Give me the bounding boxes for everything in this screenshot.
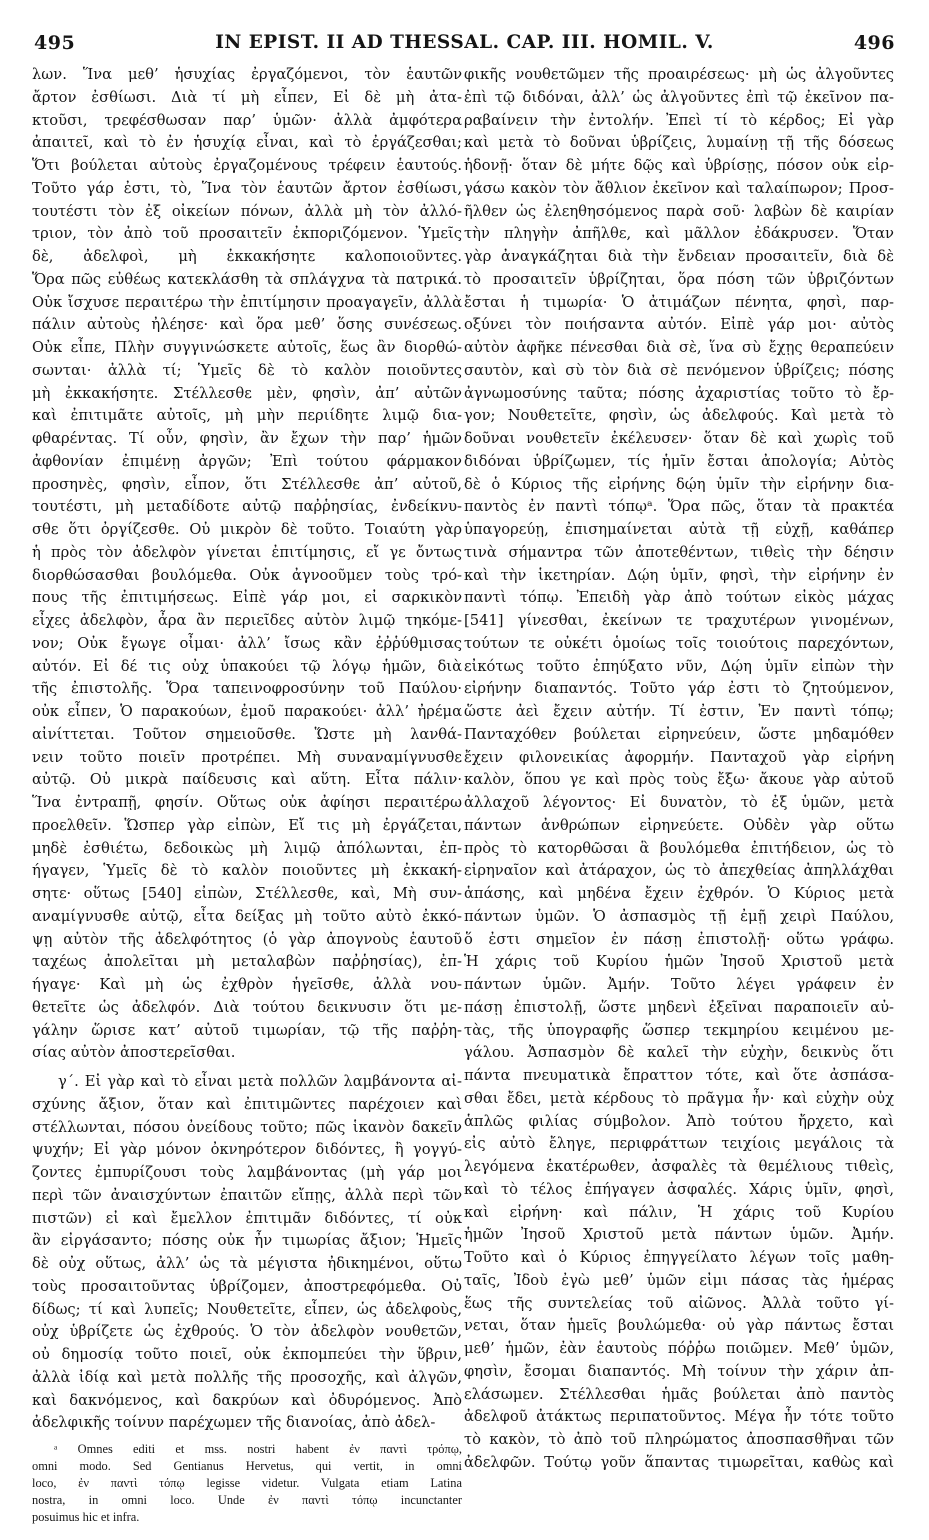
text-line: γὰρ ἀναγκάζηται διὰ τὴν ἔνδειαν προσαιτεῖν, διὰ δὲ: [464, 248, 894, 265]
text-line: [541] γίνεσθαι, ἐκείνων τε τραχυτέρων γινομένων,: [464, 612, 894, 629]
text-line: ψῃ αὐτὸν τῆς ἀδελφότητος (ὁ γὰρ ἀπογνοὺς ἑαυτοῦ: [32, 930, 462, 948]
text-line: ἄρτον ἐσθίωσι. Διὰ τί μὴ εἶπεν, Εἰ δὲ μὴ ἀτα-: [32, 88, 462, 106]
right-column: [464, 64, 894, 1475]
text-line: καὶ ἐπιτιμᾶτε αὐτοῖς, μὴ μὴν περιίδητε λιμῷ δια-: [32, 407, 462, 425]
left-column: [32, 64, 462, 1526]
text-line: οὐκ εἶπεν, Ὁ παρακούων, ἐμοῦ παρακούει· ἀλλ’ ἠρέμα: [32, 703, 462, 720]
text-line: ῆλθεν ὡς ἐλεηθησόμενος παρὰ σοῦ· λαβὼν δὲ καιρίαν: [464, 202, 894, 220]
text-line: αὐτὸν ἀφῆκε πένεσθαι διὰ σὲ, ἵνα σὺ ἔχῃς θεραπεύειν: [464, 339, 894, 356]
text-line: μεθ’ ἡμῶν, ἐὰν ἑαυτοὺς πόῤῥω ποιῶμεν. Μεθ’ ὑμῶν,: [464, 1340, 894, 1357]
text-line: ταῖς, Ἰδοὺ ἐγὼ μεθ’ ὑμῶν εἰμι πάσας τὰς ἡμέρας: [464, 1271, 894, 1289]
text-line: παντὸς ἐν παντὶ τόπῳᵃ. Ὅρα πῶς, ὅταν τὰ πρακτέα: [464, 498, 894, 516]
footnote-line: loco, ἐν παντὶ τόπῳ legisse videtur. Vulgata etiam Latina: [32, 1476, 462, 1490]
text-line: εἶχες ἀδελφὸν, ἆρα ἂν περιεῖδες αὐτὸν λιμῷ τηκόμε-: [32, 612, 462, 629]
page-number-right: 496: [853, 32, 895, 54]
text-line: Ἵνα ἐντραπῇ, φησίν. Οὕτως οὐκ ἀφίησι περαιτέρω: [32, 794, 462, 811]
text-line: ἡ πρὸς τὸν ἀδελφὸν γίνεται ἐπιτίμησις, εἴ γε ὄντως: [32, 543, 462, 561]
text-line: σωνται· ἀλλὰ τί; Ὑμεῖς δὲ τὸ καλὸν ποιοῦντες: [32, 361, 462, 379]
text-line: δοῦναι νουθετεῖν ἐκέλευσεν· ὅταν δὲ καὶ χωρὶς τοῦ: [464, 430, 894, 447]
text-line: γον; Νουθετεῖτε, φησὶν, ὡς ἀδελφούς. Καὶ μετὰ τὸ: [464, 407, 894, 425]
text-line: καὶ μετὰ τὸ δοῦναι ὑβρίζεις, λυμαίνῃ τῇ τῆς δόσεως: [464, 134, 894, 152]
text-line: τοὺς προσαιτοῦντας ὑβρίζομεν, ἀποστρεφόμεθα. Οὐ: [32, 1277, 462, 1295]
text-line: πάλιν αὐτοὺς ἠλέησε· καὶ ὅρα μεθ’ ὅσης συνέσεως.: [32, 316, 462, 334]
text-line: σητε· οὕτως [540] εἰπὼν, Στέλλεσθε, καὶ, Μὴ συν-: [32, 885, 462, 902]
text-line: φησὶν, ἔσομαι διαπαντός. Μὴ τοίνυν τὴν χάριν ἀπ-: [464, 1362, 894, 1380]
text-line: ὅ ἐστι σημεῖον ἐν πάσῃ ἐπιστολῇ· οὕτω γράφω.: [464, 930, 894, 948]
text-line: σχύνης ἄξιον, ὅταν καὶ ἐπιτιμῶντες παρέχοιεν καὶ: [32, 1095, 462, 1113]
text-line: ἡμῶν Ἰησοῦ Χριστοῦ μετὰ πάντων ὑμῶν. Ἀμήν.: [464, 1226, 894, 1244]
text-line: ταχέως ἀπολεῖται μὴ μεταλαβὼν παῤῥησίας), ἐπ-: [32, 953, 462, 971]
text-line: γάλου. Ἀσπασμὸν δὲ καλεῖ τὴν εὐχὴν, δεικνὺς ὅτι: [464, 1044, 894, 1062]
text-line: καλὸν, ὅπου γε καὶ πρὸς τοὺς ἔξω· ἄκουε γὰρ αὐτοῦ: [464, 771, 894, 789]
text-line: πους τῆς ἐπιτιμήσεως. Εἰπὲ γάρ μοι, εἰ σαρκικὸν: [32, 589, 462, 607]
text-line: ἐπὶ τῷ διδόναι, ἀλλ’ ὡς ἀλγοῦντες ἐπὶ τῷ ἐκεῖνον πα-: [464, 88, 894, 106]
footnote: [32, 1441, 462, 1526]
text-line: νειν τοῦτο ποιεῖν προτρέπει. Μὴ συναναμίγνυσθε: [32, 748, 462, 766]
text-line: τουτέστι τὸν ἐξ οἰκείων πόνων, ἀλλὰ μὴ τὸν ἀλλό-: [32, 202, 462, 220]
page-number-left: 495: [34, 32, 76, 54]
text-line: αὐτῷ. Οὐ μικρὰ παίδευσις καὶ αὕτη. Εἶτα πάλιν·: [32, 771, 462, 789]
text-line: διδόναι ὑβρίζωμεν, τίς ἡμῖν ἔσται ἀπολογία; Αὐτὸς: [464, 452, 894, 470]
text-line: οὐ δημοσίᾳ τοῦτο ποιεῖ, οὐκ ἐκπομπεύει τὴν ὕβριν,: [32, 1346, 462, 1363]
text-line: κτοῦσι, τρεφέσθωσαν παρ’ ὑμῶν· ἀλλὰ ἀμφότερα: [32, 111, 462, 129]
text-line: λεγόμενα ἑκατέρωθεν, ἀσφαλὲς τὰ θεμέλιους τιθεὶς,: [464, 1158, 894, 1175]
text-line: δὲ, ἀδελφοὶ, μὴ ἐκκακήσητε καλοποιοῦντες.: [32, 248, 462, 265]
text-line: ἁπάσης, καὶ μηδένα ἔχειν ἐχθρόν. Ὁ Κύριος μετὰ: [464, 885, 894, 902]
footnote-line: nostra, in omni loco. Unde ἐν παντὶ τόπῳ incunctanter: [32, 1493, 462, 1507]
text-line: καὶ δακνόμενος, καὶ δακρύων καὶ ὀδυρόμενος. Ἀπὸ: [32, 1391, 462, 1409]
text-line: Τοῦτο γάρ ἐστι, τὸ, Ἵνα τὸν ἑαυτῶν ἄρτον ἐσθίωσι,: [32, 179, 462, 197]
text-line: Τοῦτο καὶ ὁ Κύριος ἐπηγγείλατο λέγων τοῖς μαθη-: [464, 1249, 894, 1266]
text-line: ελάσωμεν. Στέλλεσθαι ἡμᾶς βούλεται ἀπὸ παντὸς: [464, 1385, 894, 1403]
text-line: μηδὲ ἐσθιέτω, δεδοικὼς μὴ λιμῷ ἀπόλωνται, ἐπ-: [32, 839, 462, 857]
text-line: ἀπαιτεῖ, καὶ τὸ ἐν ἡσυχίᾳ εἶναι, καὶ τὸ ἐργάζεσθαι;: [32, 134, 462, 152]
text-line: ἀλλὰ ἰδίᾳ καὶ μετὰ πολλῆς τῆς προσοχῆς, καὶ ἀλγῶν,: [32, 1368, 462, 1386]
text-line: ήγαγε· Καὶ μὴ ὡς ἐχθρὸν ἡγεῖσθε, ἀλλὰ νου-: [32, 976, 462, 993]
text-line: ήγαγεν, Ὑμεῖς δὲ τὸ καλὸν ποιοῦντες μὴ ἐκκακή-: [32, 862, 462, 880]
text-line: πιστῶν) εἰ καὶ ἔμελλον ἐπιτιμᾶν διδόντες, τί οὐκ: [32, 1209, 462, 1227]
left-column-section-1: [32, 64, 462, 1065]
text-line: πάντων ὑμῶν. Ὁ ἀσπασμὸς τῇ ἐμῇ χειρὶ Παύλου,: [464, 907, 894, 925]
text-line: εἰς αὐτὸ ἔληγε, περιφράττων τειχίοις μεγάλοις τὰ: [464, 1135, 894, 1153]
text-line: ἔχειν φιλονεικίας ἀφορμήν. Πανταχοῦ γὰρ εἰρήνη: [464, 748, 894, 766]
text-line: πάντων ὑμῶν. Ἀμήν. Τοῦτο λέγει γράφειν ἐν: [464, 976, 894, 993]
text-line: ζοντες ἐμπυρίζουσι τοὺς λαμβάνοντας (μὴ γάρ μοι: [32, 1164, 462, 1181]
text-line: μὴ ἐκκακήσητε. Στέλλεσθε μὲν, φησὶν, ἀπ’ αὐτῶν: [32, 384, 462, 402]
text-line: προσηνὲς, φησὶν, εἶπον, ὅτι Στέλλεσθε ἀπ’ αὐτοῦ,: [32, 475, 462, 493]
text-line: ὥστε ἀεὶ ἔχειν αὐτήν. Τί ἐστιν, Ἐν παντὶ τόπῳ;: [464, 703, 894, 720]
text-line: ἡδονῇ· ὅταν δὲ μήτε δῷς καὶ ὑβρίσῃς, πόσον οὐκ εἰρ-: [464, 157, 894, 174]
text-line: παντὶ τόπῳ. Ἐπειδὴ γὰρ ἀπὸ τούτων εἰκὸς μάχας: [464, 589, 894, 607]
text-line: τὸ κακὸν, τὸ ἀπὸ τοῦ πληρώματος ἀποσπασθῆναι τῶν: [464, 1431, 894, 1448]
text-line: Οὐκ εἶπε, Πλὴν συγγινώσκετε αὐτοῖς, ἕως ἂν διορθώ-: [32, 339, 462, 356]
left-column-section-2: [32, 1071, 462, 1435]
text-line: τουτέστι, μὴ μεταδίδοτε αὐτῷ παῤῥησίας, ἐνδείκνυ-: [32, 498, 462, 516]
text-line: φικῆς νουθετῶμεν τῆς προαιρέσεως· μὴ ὡς ἀλγοῦντες: [464, 66, 894, 83]
text-line: δίδως; τί καὶ λυπεῖς; Νουθετεῖτε, εἶπεν, ὡς ἀδελφοὺς,: [32, 1300, 462, 1318]
text-line: πάντα πνευματικὰ ἔπραττον τότε, καὶ ὅτε ἀσπάσα-: [464, 1067, 894, 1084]
text-line: νον; Οὐκ ἔγωγε οἶμαι· ἀλλ’ ἴσως κἂν ἐῤῥύθμισας: [32, 634, 462, 652]
text-line: Ἡ χάρις τοῦ Κυρίου ἡμῶν Ἰησοῦ Χριστοῦ μετὰ: [464, 953, 894, 971]
text-line: ἀδελφοῦ ἀτάκτως περιπατοῦντος. Μέγα ἦν τότε τοῦτο: [464, 1408, 894, 1426]
text-line: ἁπλῶς φιλίας σύμβολον. Ἀπὸ τούτου ἤρχετο, καὶ: [464, 1112, 894, 1130]
text-line: γ΄. Εἰ γὰρ καὶ τὸ εἶναι μετὰ πολλῶν λαμβάνοντα αἰ-: [58, 1073, 462, 1090]
text-line: ἕως τῆς συντελείας τοῦ αἰῶνος. Ἀλλὰ τοῦτο γί-: [464, 1294, 894, 1312]
text-line: πάντων ἀνθρώπων εἰρηνεύετε. Οὐδὲν γὰρ οὕτω: [464, 816, 894, 834]
text-line: ἀδελφῶν. Τούτῳ γοῦν ἅπαντας τιμωρεῖται, καθὼς καὶ: [464, 1453, 894, 1471]
text-line: οὐχ ὑβρίζετε ὡς ἐχθρούς. Ὁ τὸν ἀδελφὸν νουθετῶν,: [32, 1323, 462, 1341]
text-line: αἰνίττεται. Τοῦτον σημειοῦσθε. Ὥστε μὴ λανθά-: [32, 725, 462, 743]
text-line: εἰρήνην διαπαντός. Τοῦτο γάρ ἐστι τὸ ζητούμενον,: [464, 680, 894, 698]
text-line: σαυτὸν, καὶ σὺ τὸν διὰ σὲ πενόμενον ὑβρίζεις; πόσης: [464, 361, 894, 379]
text-line: εἰρηναῖον καὶ ἀτάραχον, ὡς τὸ ἀπεχθείας ἀπηλλάχθαι: [464, 862, 894, 880]
text-line: εἰκότως τοῦτο ἐπηύξατο νῦν, Δῴη ὑμῖν εἰπὼν τὴν: [464, 657, 894, 675]
text-line: καὶ τὸ τέλος ἐπήγαγεν ἀσφαλές. Χάρις ὑμῖν, φησὶ,: [464, 1180, 894, 1198]
text-line: καὶ τὴν ἱκετηρίαν. Δῴη ὑμῖν, φησὶ, τὴν εἰρήνην ἐν: [464, 566, 894, 584]
text-line: λων. Ἵνα μεθ’ ἡσυχίας ἐργαζόμενοι, τὸν ἑαυτῶν: [32, 66, 462, 83]
text-line: στέλλωνται, πόσου ὀνείδους τοῦτο; πῶς ἱκανὸν δακεῖν: [32, 1118, 462, 1136]
footnote-line: omni modo. Sed Gentianus Hervetus, qui vertit, in omni: [32, 1459, 462, 1473]
text-line: αναμίγνυσθε αὐτῷ, εἶτα δείξας μὴ τοῦτο αὐτὸ ἐκκό-: [32, 907, 462, 925]
text-line: ὑπαγορεύῃ, ἐπισημαίνεται αὐτὰ τῇ εὐχῇ, καθάπερ: [464, 521, 894, 538]
text-line: σίας αὐτὸν ἀποστερεῖσθαι.: [32, 1044, 236, 1062]
text-line: τριον, τὸν ἀπὸ τοῦ προσαιτεῖν ἐκποριζόμενον. Ὑμεῖς: [32, 225, 462, 243]
text-line: τὴν πληγὴν ἀπῆλθε, καὶ μᾶλλον ἐδάκρυσεν. Ὅταν: [464, 225, 894, 243]
text-line: ψυχήν; Εἰ γὰρ μόνον ὀκνηρότερον διδόντες, ἢ γογγύ-: [32, 1141, 462, 1159]
text-line: Ὅρα πῶς εὐθέως κατεκλάσθη τὰ σπλάγχνα τὰ πατρικά.: [32, 270, 462, 288]
text-line: τὸ προσαιτεῖν ὑβρίζηται, ὅρα πόση τῶν ὑβριζόντων: [464, 270, 894, 288]
text-line: οξύνει τὸν ποιήσαντα αὐτόν. Εἰπὲ γάρ μοι· αὐτὸς: [464, 316, 894, 334]
text-line: ἀλλαχοῦ λέγοντος· Εἰ δυνατὸν, τὸ ἐξ ὑμῶν, μετὰ: [464, 794, 894, 811]
text-line: προελθεῖν. Ὥσπερ γὰρ εἰπὼν, Εἴ τις μὴ ἐργάζεται,: [32, 816, 462, 834]
footnote-line: ᵃ Omnes editi et mss. nostri habent ἐν παντὶ τρόπῳ,: [54, 1442, 462, 1456]
text-line: πάσῃ ἐπιστολῇ, ὥστε μηδενὶ ἐξεῖναι παραποιεῖν αὐ-: [464, 998, 894, 1016]
text-line: φθαρέντας. Τί οὖν, φησὶν, ἂν ἔχων τὴν παρ’ ἡμῶν: [32, 430, 462, 447]
text-line: καὶ εἰρήνη· καὶ πάλιν, Ἡ χάρις τοῦ Κυρίου: [464, 1203, 894, 1221]
text-line: ἀγνωμοσύνης ταῦτα; πόσης ἀχαριστίας τοῦτο τὸ ἔρ-: [464, 384, 894, 402]
text-line: δὲ οὐχ οὕτως, ἀλλ’ ὡς τὰ μέγιστα ἠδικημένοι, οὕτω: [32, 1255, 462, 1272]
text-line: τούτων τε οὐκέτι ὁμοίως τοῖς τοιούτοις παρεχόντων,: [464, 634, 894, 652]
text-line: περὶ τῶν ἀναισχύντων ἐπαιτῶν εἴπῃς, ἀλλὰ περὶ τῶν: [32, 1186, 462, 1204]
text-line: ἀφθονίαν ἐπιμένῃ ἀργῶν; Ἐπὶ τούτου φάρμακον: [32, 452, 462, 470]
text-line: δὲ ὁ Κύριος τῆς εἰρήνης δῴη ὑμῖν τὴν εἰρήνην δια-: [464, 475, 894, 493]
text-line: τὰς, τῆς ὑπογραφῆς ὥσπερ τεκμηρίου κειμένου με-: [464, 1021, 894, 1039]
text-line: πρὸς τὸ κατορθῶσαι ἃ βουλόμεθα ἐπιτήδειον, ὡς τὸ: [464, 839, 894, 857]
text-line: Οὐκ ἴσχυσε περαιτέρω τὴν ἐπιτίμησιν προαγαγεῖν, ἀλλὰ: [32, 293, 462, 311]
running-title: IN EPIST. II AD THESSAL. CAP. III. HOMIL. V.: [215, 32, 714, 53]
text-line: γάλην ὥρισε κατ’ αὐτοῦ τιμωρίαν, τῷ τῆς παῤῥη-: [32, 1021, 462, 1039]
text-line: ἔσται ἡ τιμωρία· Ὁ ἀτιμάζων πένητα, φησὶ, παρ-: [464, 293, 894, 311]
text-line: διορθώσασθαι βουλόμεθα. Οὐκ ἀγνοοῦμεν τοὺς τρό-: [32, 566, 462, 584]
text-line: νεται, ὅταν ἡμεῖς βουλώμεθα· οὐ γὰρ πάντως ἔσται: [464, 1317, 894, 1335]
text-line: ραβαίνειν τὴν ἐντολήν. Ἐπεὶ τί τὸ κέρδος; Εἰ γὰρ: [464, 111, 894, 129]
text-line: αὐτόν. Εἰ δέ τις οὐχ ὑπακούει τῷ λόγῳ ἡμῶν, διὰ: [32, 657, 462, 675]
footnote-line: posuimus hic et infra.: [32, 1510, 140, 1524]
text-line: ἀδελφικῆς τοίνυν παρέχωμεν τῆς διανοίας, ἀπὸ ἀδελ-: [32, 1414, 436, 1432]
text-line: τῆς ἐπιστολῆς. Ὅρα ταπεινοφροσύνην τοῦ Παύλου·: [32, 680, 462, 698]
text-line: σθε ὅτι ὀργίζεσθε. Οὐ μικρὸν δὲ τοῦτο. Τοιαύτη γὰρ: [32, 521, 462, 538]
text-line: ἂν εἰργάσαντο; πόσης οὐκ ἦν τιμωρίας ἄξιον; Ἡμεῖς: [32, 1232, 462, 1250]
text-line: Πανταχόθεν βούλεται εἰρηνεύειν, ὥστε μηδαμόθεν: [464, 725, 894, 743]
text-line: Ὅτι βούλεται αὐτοὺς ἐργαζομένους τρέφειν ἑαυτούς.: [32, 157, 462, 174]
running-header: [34, 32, 895, 58]
text-line: γάσω κακὸν τὸν ἄθλιον ἐκεῖνον καὶ ταλαίπωρον; Προσ-: [464, 179, 894, 197]
text-line: τινὰ σήμαντρα τῶν ἀποτεθέντων, τιθεὶς τὴν δέησιν: [464, 543, 894, 561]
text-line: σθαι ἔδει, μετὰ κέρδους τὸ πρᾶγμα ἦν· καὶ εὐχὴν οὐχ: [464, 1089, 894, 1107]
text-line: θετεῖτε ὡς ἀδελφόν. Διὰ τούτου δεικνυσιν ὅτι με-: [32, 998, 462, 1016]
